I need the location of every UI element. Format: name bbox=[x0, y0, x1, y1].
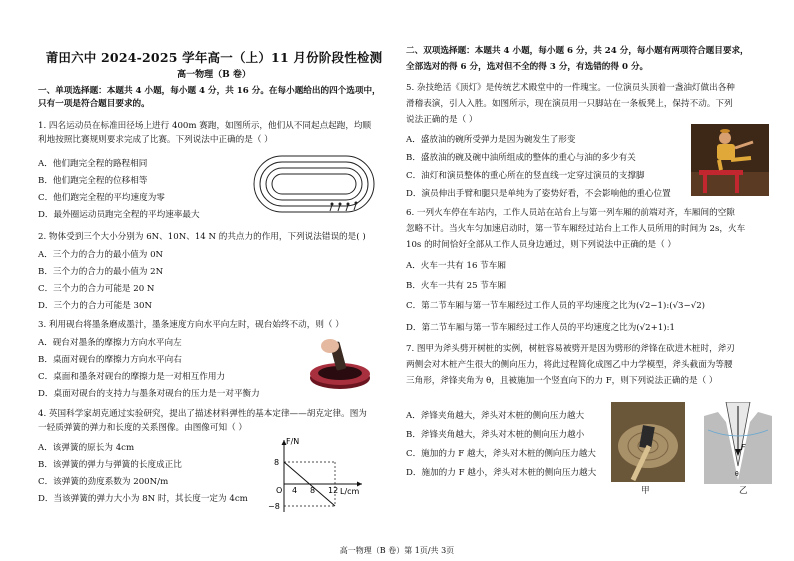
q6-option-a: A．火车一共有 16 节车厢 bbox=[406, 261, 506, 271]
q4-option-c: C．该弹簧的劲度系数为 200N/m bbox=[38, 477, 169, 487]
q1-option-a: A．他们跑完全程的路程相同 bbox=[38, 159, 148, 169]
wedge-angle-label: θ bbox=[735, 471, 739, 478]
q6-option-b: B．火车一共有 25 节车厢 bbox=[406, 281, 507, 291]
graph-tick-y8: 8 bbox=[274, 458, 280, 467]
q3-option-a: A．砚台对墨条的摩擦力方向水平向左 bbox=[38, 338, 182, 348]
q7-option-b: B．斧锋夹角越大，斧头对木桩的侧向压力越小 bbox=[406, 430, 585, 440]
q5-stem-3: 说法正确的是（ ） bbox=[406, 115, 478, 125]
q1-stem-1: 1. 四名运动员在标准田径场上进行 400m 赛跑，如图所示，他们从不同起点起跑，均顺 bbox=[38, 121, 372, 131]
q5-option-b: B．盛放油的碗及碗中油所组成的整体的重心与油的多少有关 bbox=[406, 153, 636, 163]
spring-force-graph bbox=[262, 436, 370, 516]
section1-heading: 一、单项选择题：本题共 4 小题，每小题 4 分，共 16 分。在每小题给出的四个选项中， bbox=[38, 86, 381, 96]
graph-origin: O bbox=[276, 486, 283, 495]
q4-option-b: B．该弹簧的弹力与弹簧的长度成正比 bbox=[38, 460, 182, 470]
graph-tick-x8: 8 bbox=[310, 486, 316, 495]
q6-stem-3: 10s 的时间恰好全部从工作人员身边通过，则下列说法中正确的是（ ） bbox=[406, 240, 677, 250]
q6-option-c: C．第二节车厢与第一节车厢经过工作人员的平均速度之比为(√2−1):(√3−√2) bbox=[406, 301, 706, 311]
q6-stem-2: 忽略不计。当火车匀加速启动时，第一节车厢经过站台上工作人员所用的时间为 2s，火车 bbox=[406, 224, 746, 234]
q4-option-a: A．该弹簧的原长为 4cm bbox=[38, 443, 135, 453]
graph-tick-x12: 12 bbox=[328, 486, 339, 495]
q3-option-d: D．桌面对砚台的支持力与墨条对砚台的压力是一对平衡力 bbox=[38, 389, 260, 399]
q1-stem-2: 利地按照比赛规则要求完成了比赛。下列说法中正确的是（ ） bbox=[38, 135, 273, 145]
page-footer: 高一物理（B 卷）第 1页/共 3页 bbox=[339, 546, 455, 555]
graph-tick-x4: 4 bbox=[292, 486, 298, 495]
q3-option-b: B．桌面对砚台的摩擦力方向水平向右 bbox=[38, 355, 182, 365]
q3-option-c: C．桌面和墨条对砚台的摩擦力是一对相互作用力 bbox=[38, 372, 226, 382]
q2-option-c: C．三个力的合力可能是 20 N bbox=[38, 284, 155, 294]
q2-stem: 2. 物体受到三个大小分别为 6N、10N、14 N 的共点力的作用，下列说法错误的是( ) bbox=[38, 232, 366, 242]
q5-stem-1: 5. 杂技绝活《顶灯》是传统艺术殿堂中的一件瑰宝。一位演员头顶着一盏油灯做出各种 bbox=[406, 83, 735, 93]
q1-option-c: C．他们跑完全程的平均速度为零 bbox=[38, 193, 165, 203]
page-title: 莆田六中 2024-2025 学年高一（上）11 月份阶段性检测 bbox=[45, 50, 383, 65]
q2-option-b: B．三个力的合力的最小值为 2N bbox=[38, 267, 164, 277]
running-track-image bbox=[250, 152, 380, 216]
q5-option-c: C．油灯和演员整体的重心所在的竖直线一定穿过演员的支撑脚 bbox=[406, 171, 645, 181]
q6-stem-1: 6. 一列火车停在车站内，工作人员站在站台上与第一列车厢的前端对齐，车厢间的空隙 bbox=[406, 208, 735, 218]
section1-heading-2: 只有一项是符合题目要求的。 bbox=[38, 99, 150, 109]
q1-option-b: B．他们跑完全程的位移相等 bbox=[38, 176, 148, 186]
q1-option-d: D．最外圈运动员跑完全程的平均速率最大 bbox=[38, 210, 200, 220]
graph-tick-yneg8: −8 bbox=[268, 502, 280, 511]
q7-option-c: C．施加的力 F 越大，斧头对木桩的侧向压力越大 bbox=[406, 449, 596, 459]
page-subtitle: 高一物理（B 卷） bbox=[177, 70, 251, 80]
q5-stem-2: 滑稽表演，引人入胜。如图所示，现在演员用一只脚站在一条板凳上，保持不动。下列 bbox=[406, 99, 733, 109]
q7-option-a: A．斧锋夹角越大，斧头对木桩的侧向压力越大 bbox=[406, 411, 585, 421]
section2-heading: 二、双项选择题：本题共 4 小题，每小题 6 分，共 24 分，每小题有两项符合题目要求， bbox=[406, 46, 749, 56]
q4-option-d: D．当该弹簧的弹力大小为 8N 时，其长度一定为 4cm bbox=[38, 494, 248, 504]
wedge-force-diagram bbox=[704, 402, 772, 484]
q2-option-a: A．三个力的合力的最小值为 0N bbox=[38, 250, 164, 260]
q7-stem-2: 两侧会对木桩产生很大的侧向压力，将此过程简化成图乙中力学模型，斧头截面为等腰 bbox=[406, 360, 733, 370]
q2-option-d: D．三个力的合力可能是 30N bbox=[38, 301, 153, 311]
q7-stem-3: 三角形，斧锋夹角为 θ，且被施加一个竖直向下的力 F，则下列说法正确的是（ ） bbox=[406, 376, 718, 386]
q4-stem-2: 一轻质弹簧的弹力和长度的关系图像。由图像可知（ ） bbox=[38, 423, 247, 433]
inkstone-image bbox=[306, 336, 376, 392]
wedge-force-label: F bbox=[741, 443, 746, 452]
q5-option-a: A．盛放油的碗所受弹力是因为碗发生了形变 bbox=[406, 135, 576, 145]
axe-stump-photo bbox=[611, 402, 685, 482]
graph-x-label: L/cm bbox=[340, 487, 360, 496]
figure-jia-label: 甲 bbox=[641, 486, 650, 496]
section2-heading-2: 全部选对的得 6 分，选对但不全的得 3 分，有选错的得 0 分。 bbox=[406, 62, 649, 72]
q5-option-d: D．演员伸出手臂和腿只是单纯为了姿势好看，不会影响他的重心位置 bbox=[406, 189, 671, 199]
q7-option-d: D．施加的力 F 越小，斧头对木桩的侧向压力越大 bbox=[406, 468, 597, 478]
q7-stem-1: 7. 图甲为斧头劈开树桩的实例，树桩容易被劈开是因为劈形的斧锋在砍进木桩时，斧刃 bbox=[406, 344, 735, 354]
q6-option-d: D．第二节车厢与第一节车厢经过工作人员的平均速度之比为(√2+1):1 bbox=[406, 323, 676, 333]
q4-stem-1: 4. 英国科学家胡克通过实验研究，提出了描述材料弹性的基本定律——胡克定律。图为 bbox=[38, 409, 367, 419]
acrobat-lamp-image bbox=[691, 124, 769, 196]
figure-yi-label: 乙 bbox=[739, 486, 748, 496]
graph-y-label: F/N bbox=[286, 437, 300, 446]
q3-stem: 3. 利用砚台将墨条磨成墨汁，墨条速度方向水平向左时，砚台始终不动，则（ ） bbox=[38, 320, 344, 330]
